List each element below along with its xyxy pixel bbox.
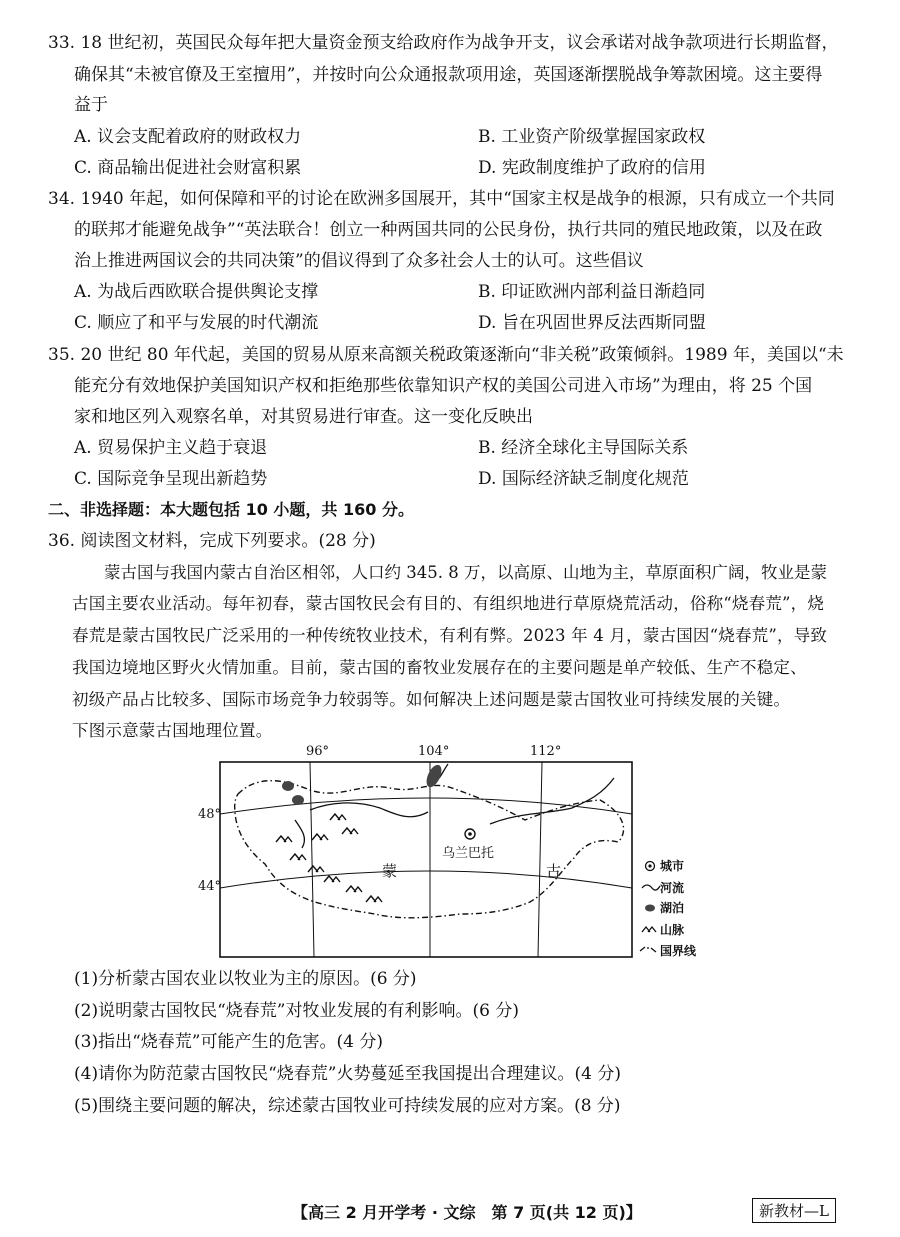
- section-heading: 二、非选择题：本大题包括 10 小题，共 160 分。: [48, 500, 414, 519]
- q33-stem-line-3: 益于: [74, 95, 108, 115]
- q35-option-a: A. 贸易保护主义趋于衰退: [74, 438, 268, 458]
- legend-lake-icon: [645, 905, 655, 912]
- q36-material-line-1: 蒙古国与我国内蒙古自治区相邻，人口约 345. 8 万，以高原、山地为主，草原面积广阔，牧业是蒙: [104, 563, 827, 582]
- legend-city-icon-dot: [648, 864, 651, 867]
- q36-sub-5: (5)围绕主要问题的解决，综述蒙古国牧业可持续发展的应对方案。(8 分): [74, 1096, 621, 1116]
- legend-lake-label: 湖泊: [660, 901, 685, 915]
- mountain-range-khangai: [330, 814, 358, 834]
- lon-label-96: 96°: [306, 744, 330, 759]
- legend-mountain-label: 山脉: [660, 923, 685, 937]
- q34-stem-line-2: 的联邦才能避免战争”“英法联合！创立一种两国共同的公民身份，执行共同的殖民地政策，以及在政: [74, 220, 823, 240]
- q33-option-a: A. 议会支配着政府的财政权力: [74, 127, 302, 147]
- country-label-2: 古: [546, 862, 562, 880]
- lon-label-112: 112°: [530, 744, 562, 759]
- q35-option-b: B. 经济全球化主导国际关系: [478, 438, 689, 458]
- city-label: 乌兰巴托: [442, 846, 495, 861]
- country-label-1: 蒙: [382, 862, 398, 880]
- legend-river-icon: [642, 885, 660, 890]
- lake-khyargas: [292, 795, 304, 805]
- meridian-112: [538, 762, 542, 957]
- q34-option-b: B. 印证欧洲内部利益日渐趋同: [478, 282, 706, 302]
- mongolia-map: [190, 742, 697, 967]
- q33-option-c: C. 商品输出促进社会财富积累: [74, 158, 302, 178]
- parallel-44: [220, 871, 632, 888]
- q36-sub-3: (3)指出“烧春荒”可能产生的危害。(4 分): [74, 1032, 383, 1052]
- map-legend: [640, 858, 697, 958]
- q36-material-line-3: 春荒是蒙古国牧民广泛采用的一种传统牧业技术，有利有弊。2023 年 4 月，蒙古国因“烧春荒”，导致: [72, 626, 828, 645]
- meridian-96: [310, 762, 314, 957]
- q36-stem: 36. 阅读图文材料，完成下列要求。(28 分): [48, 531, 376, 551]
- footer-edition-tag: 新教材—L: [752, 1198, 836, 1223]
- q36-sub-2: (2)说明蒙古国牧民“烧春荒”对牧业发展的有利影响。(6 分): [74, 1001, 519, 1021]
- q35-stem-line-1: 35. 20 世纪 80 年代起，美国的贸易从原来高额关税政策逐渐向“非关税”政策倾斜。1989 年，美国以“未: [48, 345, 844, 365]
- lake-uvs: [282, 781, 294, 791]
- parallel-48: [220, 798, 632, 814]
- q33-option-d: D. 宪政制度维护了政府的信用: [478, 158, 706, 178]
- legend-border-icon: [640, 947, 656, 952]
- q36-sub-4: (4)请你为防范蒙古国牧民“烧春荒”火势蔓延至我国提出合理建议。(4 分): [74, 1064, 621, 1084]
- q34-option-d: D. 旨在巩固世界反法西斯同盟: [478, 313, 706, 333]
- lon-label-104: 104°: [418, 744, 450, 759]
- legend-river-label: 河流: [660, 881, 685, 895]
- legend-border-label: 国界线: [660, 944, 697, 958]
- q36-material-line-6: 下图示意蒙古国地理位置。: [72, 721, 273, 740]
- q35-stem-line-2: 能充分有效地保护美国知识产权和拒绝那些依靠知识产权的美国公司进入市场”为理由，将 25 个国: [74, 376, 813, 396]
- river-west: [295, 820, 304, 848]
- q34-stem-line-3: 治上推进两国议会的共同决策”的倡议得到了众多社会人士的认可。这些倡议: [74, 251, 644, 271]
- q33-stem-line-1: 33. 18 世纪初，英国民众每年把大量资金预支给政府作为战争开支，议会承诺对战争款项进行长期监督，: [48, 33, 839, 53]
- legend-city-label: 城市: [660, 859, 685, 873]
- q34-stem-line-1: 34. 1940 年起，如何保障和平的讨论在欧洲多国展开，其中“国家主权是战争的根源，只有成立一个共同: [48, 189, 835, 209]
- city-marker-dot: [468, 832, 472, 836]
- map-frame: [220, 762, 632, 957]
- q35-option-d: D. 国际经济缺乏制度化规范: [478, 469, 689, 489]
- q36-material-line-5: 初级产品占比较多、国际市场竞争力较弱等。如何解决上述问题是蒙古国牧业可持续发展的关键。: [72, 690, 791, 709]
- footer-page-info: 【高三 2 月开学考 · 文综 第 7 页(共 12 页)】: [292, 1203, 642, 1222]
- river-kerulen: [490, 778, 614, 824]
- q36-material-line-4: 我国边境地区野火火情加重。目前，蒙古国的畜牧业发展存在的主要问题是单产较低、生产不稳定、: [72, 658, 807, 677]
- legend-mountain-icon: [642, 927, 656, 932]
- lat-label-44: 44°: [198, 879, 222, 894]
- river-selenge: [310, 803, 428, 817]
- q34-option-a: A. 为战后西欧联合提供舆论支撑: [74, 282, 319, 302]
- q34-option-c: C. 顺应了和平与发展的时代潮流: [74, 313, 319, 333]
- q36-sub-1: (1)分析蒙古国农业以牧业为主的原因。(6 分): [74, 969, 417, 989]
- q33-stem-line-2: 确保其“未被官僚及王室擅用”，并按时向公众通报款项用途，英国逐渐摆脱战争筹款困境。这主要得: [74, 65, 823, 85]
- q36-material-line-2: 古国主要农业活动。每年初春，蒙古国牧民会有目的、有组织地进行草原烧荒活动，俗称“烧春荒”，烧: [72, 594, 825, 613]
- page-footer: [0, 1200, 900, 1226]
- lake-khovsgol: [423, 763, 444, 790]
- lat-label-48: 48°: [198, 807, 222, 822]
- q35-stem-line-3: 家和地区列入观察名单，对其贸易进行审查。这一变化反映出: [74, 407, 533, 427]
- q35-option-c: C. 国际竞争呈现出新趋势: [74, 469, 268, 489]
- q33-option-b: B. 工业资产阶级掌握国家政权: [478, 127, 706, 147]
